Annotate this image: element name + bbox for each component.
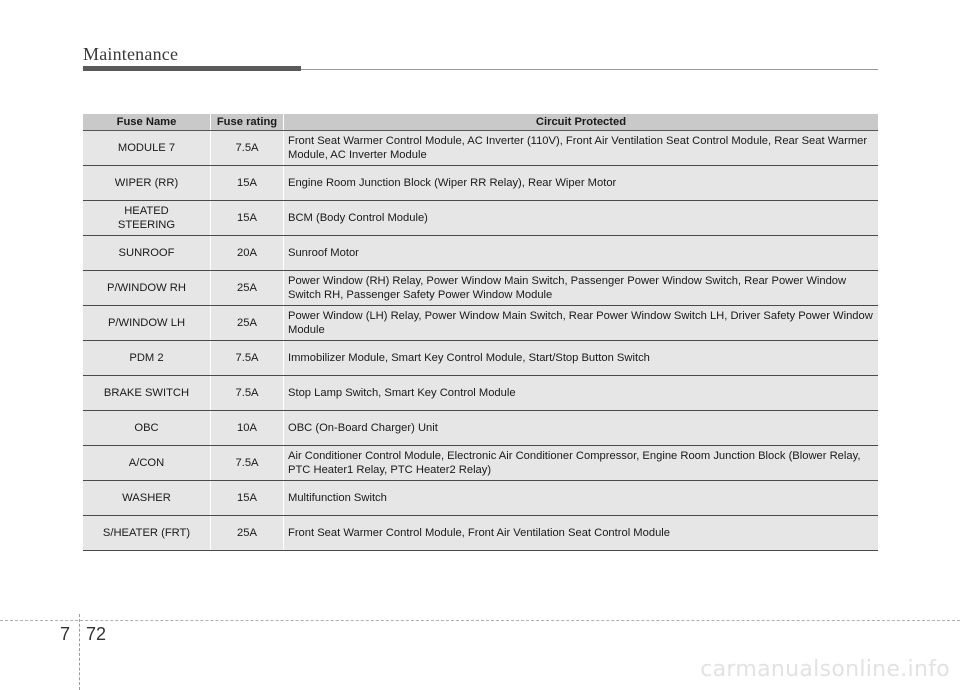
table-row [83, 306, 878, 341]
table-row [83, 376, 878, 411]
fuse-rating-cell: 7.5A [211, 376, 284, 411]
fuse-name-cell: WASHER [83, 481, 211, 516]
circuit-protected-cell: BCM (Body Control Module) [284, 201, 879, 236]
fuse-name-cell: OBC [83, 411, 211, 446]
table-row [83, 166, 878, 201]
fuse-name-cell: SUNROOF [83, 236, 211, 271]
table-row [83, 481, 878, 516]
header-rule-thin [301, 69, 878, 70]
fuse-rating-cell: 25A [211, 516, 284, 551]
circuit-protected-cell: Stop Lamp Switch, Smart Key Control Module [284, 376, 879, 411]
circuit-protected-cell: OBC (On-Board Charger) Unit [284, 411, 879, 446]
fuse-rating-cell: 20A [211, 236, 284, 271]
footer-divider [79, 614, 80, 690]
fuse-name-cell: MODULE 7 [83, 131, 211, 166]
table-header-row [83, 114, 878, 131]
fuse-name-cell: HEATED STEERING [83, 201, 211, 236]
circuit-protected-cell: Front Seat Warmer Control Module, Front Air Ventilation Seat Control Module [284, 516, 879, 551]
fuse-name-cell: BRAKE SWITCH [83, 376, 211, 411]
fuse-name-cell: P/WINDOW RH [83, 271, 211, 306]
fuse-rating-cell: 25A [211, 306, 284, 341]
table-row [83, 131, 878, 166]
table-row [83, 236, 878, 271]
column-header-circuit-protected: Circuit Protected [284, 114, 879, 131]
fuse-rating-cell: 7.5A [211, 131, 284, 166]
circuit-protected-cell: Power Window (LH) Relay, Power Window Main Switch, Rear Power Window Switch LH, Driver Safety Power Window Module [284, 306, 879, 341]
fuse-rating-cell: 15A [211, 166, 284, 201]
circuit-protected-cell: Sunroof Motor [284, 236, 879, 271]
fuse-rating-cell: 15A [211, 481, 284, 516]
page-number: 72 [86, 624, 107, 644]
circuit-protected-cell: Multifunction Switch [284, 481, 879, 516]
circuit-protected-cell: Air Conditioner Control Module, Electronic Air Conditioner Compressor, Engine Room Junction Block (Blower Relay, PTC Heater1 Relay, PTC Heater2 Relay) [284, 446, 879, 481]
footer-crop-line [0, 620, 960, 621]
watermark: carmanualsonline.info [700, 657, 950, 682]
fuse-rating-cell: 7.5A [211, 341, 284, 376]
header-rule-thick [83, 66, 301, 71]
table-row [83, 271, 878, 306]
circuit-protected-cell: Engine Room Junction Block (Wiper RR Relay), Rear Wiper Motor [284, 166, 879, 201]
table-row [83, 341, 878, 376]
fuse-name-cell: WIPER (RR) [83, 166, 211, 201]
chapter-number: 7 [60, 624, 71, 644]
fuse-rating-cell: 10A [211, 411, 284, 446]
fuse-table [83, 114, 878, 551]
circuit-protected-cell: Immobilizer Module, Smart Key Control Module, Start/Stop Button Switch [284, 341, 879, 376]
fuse-name-cell: S/HEATER (FRT) [83, 516, 211, 551]
page-section-title: Maintenance [83, 44, 179, 64]
table-row [83, 516, 878, 551]
circuit-protected-cell: Power Window (RH) Relay, Power Window Main Switch, Passenger Power Window Switch, Rear Power Window Switch RH, Passenger Safety Power Window Module [284, 271, 879, 306]
column-header-fuse-name: Fuse Name [83, 114, 211, 131]
table-row [83, 201, 878, 236]
table-row [83, 446, 878, 481]
table-row [83, 411, 878, 446]
fuse-name-cell: PDM 2 [83, 341, 211, 376]
fuse-rating-cell: 7.5A [211, 446, 284, 481]
circuit-protected-cell: Front Seat Warmer Control Module, AC Inverter (110V), Front Air Ventilation Seat Control Module, Rear Seat Warmer Module, AC Inverter Module [284, 131, 879, 166]
fuse-name-cell: A/CON [83, 446, 211, 481]
fuse-rating-cell: 15A [211, 201, 284, 236]
column-header-fuse-rating: Fuse rating [211, 114, 284, 131]
fuse-name-cell: P/WINDOW LH [83, 306, 211, 341]
fuse-rating-cell: 25A [211, 271, 284, 306]
